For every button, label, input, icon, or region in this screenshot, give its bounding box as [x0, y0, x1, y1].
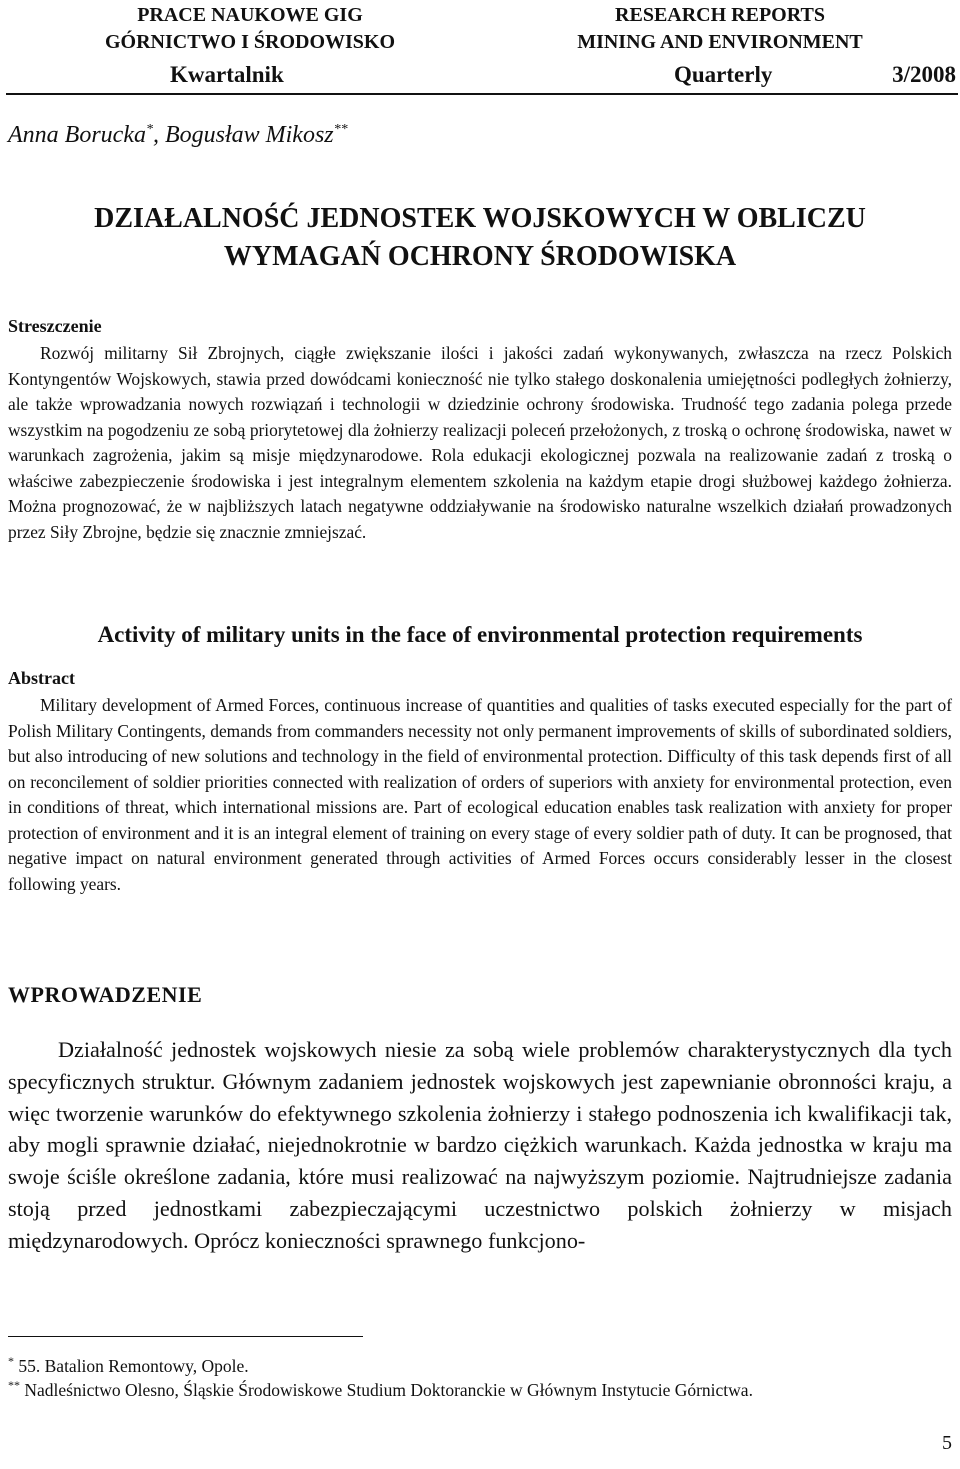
author-1: Anna Borucka — [8, 122, 146, 148]
journal-title-en — [510, 2, 930, 56]
author-separator: , — [152, 122, 165, 148]
journal-title-pl-line1: PRACE NAUKOWE GIG — [137, 4, 363, 26]
journal-title-en-line1: RESEARCH REPORTS — [615, 4, 825, 26]
authors — [8, 122, 348, 149]
intro-text: Działalność jednostek wojskowych niesie za sobą wiele problemów charakterystycznych dla tych specyficznych struktur. Głównym zadaniem jednostek wojskowych jest zapewnianie obronności kraju, a więc tworzenie warunków do efektywnego szkolenia żołnierzy i stałego podnoszenia ich kwalifikacji tak, aby mogli sprawnie działać, niejednokrotnie w bardzo ciężkich warunkach. Każda jednostka w kraju ma swoje ściśle określone zadania, które musi realizować na najwyższym poziomie. Najtrudniejsze zadania stoją przed jednostkami zabezpieczającymi uczestnictwo polskich żołnierzy w misjach międzynarodowych. Oprócz konieczności sprawnego funkcjono- — [8, 1037, 952, 1253]
abstract-heading: Abstract — [8, 668, 75, 688]
article-title-pl — [0, 200, 960, 276]
kwartalnik-label: Kwartalnik — [170, 62, 284, 87]
journal-title-pl — [40, 2, 460, 56]
author-2-mark: ** — [333, 122, 348, 137]
header-divider — [6, 93, 958, 95]
intro-heading: WPROWADZENIE — [8, 982, 203, 1007]
footnote-1-mark: * — [8, 1354, 14, 1368]
streszczenie-text: Rozwój militarny Sił Zbrojnych, ciągłe zwiększanie ilości i jakości zadań wykonywanych, zwłaszcza na rzecz Polskich Kontyngentów Wojskowych, stawia przed dowódcami konieczność nie tylko stałego doskonalenia umiejętności podległych żołnierzy, ale także wprowadzania nowych rozwiązań i technologii w dziedzinie ochrony środowiska. Trudność tego zadania polega przede wszystkim na pogodzeniu ze sobą priorytetowej dla żołnierzy realizacji poleceń przełożonych, z troską o ochronę środowiska, nawet w warunkach zagrożenia, jakim są misje międzynarodowe. Rola edukacji ekologicznej pozwala na realizowanie zadań z troską o właściwe zabezpieczenie środowiska i jest integralnym elementem szkolenia na każdym etapie drogi służbowej każdego żołnierza. Można prognozować, że w najbliższych latach negatywne oddziaływanie na środowisko naturalne wszelkich działań prowadzonych przez Siły Zbrojne, będzie się znacznie zmniejszać. — [8, 343, 952, 542]
article-title-pl-line2: WYMAGAŃ OCHRONY ŚRODOWISKA — [223, 241, 737, 272]
article-title-en: Activity of military units in the face of environmental protection requirements — [97, 622, 863, 647]
footnote-1-text: 55. Batalion Remontowy, Opole. — [14, 1355, 249, 1376]
footnote-2-text: Nadleśnictwo Olesno, Śląskie Środowiskowe Studium Doktoranckie w Głównym Instytucie Górnictwa. — [20, 1379, 753, 1400]
author-2: Bogusław Mikosz — [164, 122, 334, 148]
issue-number: 3/2008 — [892, 62, 956, 87]
footnote-2-mark: ** — [8, 1378, 20, 1392]
footnote-1 — [8, 1354, 249, 1377]
quarterly-label: Quarterly — [674, 62, 773, 87]
journal-title-en-line2: MINING AND ENVIRONMENT — [577, 31, 863, 53]
author-1-mark: * — [145, 122, 153, 137]
abstract-text: Military development of Armed Forces, continuous increase of quantities and qualities of tasks executed especially for the part of Polish Military Contingents, demands from commanders necessity not only permanent improvements of skills of subordinated soldiers, but also introducing of new solutions and technology in the field of environmental protection. Difficulty of this task depends first of all on reconcilement of soldier priorities connected with realization of orders of superiors with anxiety for environmental protection, even in conditions of threat, which international missions are. Part of ecological education enables task realization with anxiety for proper protection of environment and it is an integral element of training on every stage of every soldier path of duty. It can be prognosed, that negative impact on natural environment generated through activities of Armed Forces occurs considerably lesser in the closest following years. — [8, 695, 952, 894]
article-title-pl-line1: DZIAŁALNOŚĆ JEDNOSTEK WOJSKOWYCH W OBLICZU — [94, 203, 866, 234]
streszczenie-heading: Streszczenie — [8, 316, 102, 336]
footnote-divider — [8, 1336, 363, 1337]
footnote-2 — [8, 1378, 753, 1401]
journal-title-pl-line2: GÓRNICTWO I ŚRODOWISKO — [104, 31, 396, 53]
page-number: 5 — [942, 1432, 952, 1454]
